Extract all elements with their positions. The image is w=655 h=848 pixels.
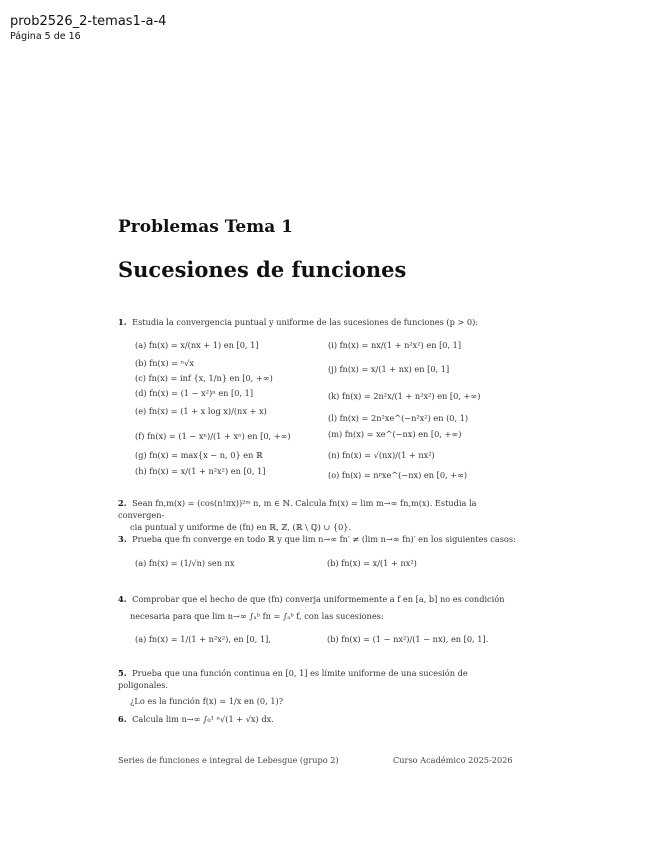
- footer-right: Curso Académico 2025-2026: [393, 755, 513, 765]
- list-item: (e) fn(x) = (1 + x log x)/(nx + x): [135, 406, 267, 416]
- problem-number: 1.: [118, 317, 127, 327]
- problem-text: Calcula lim n→∞ ∫₀¹ ⁿ√(1 + √x) dx.: [132, 714, 274, 724]
- list-item: (a) fn(x) = x/(nx + 1) en [0, 1]: [135, 340, 259, 350]
- problem-text: Estudia la convergencia puntual y uniforme de las sucesiones de funciones (p > 0):: [132, 317, 479, 327]
- problem-3-items: [135, 558, 515, 578]
- list-item: (m) fn(x) = xe^(−nx) en [0, +∞): [328, 429, 462, 439]
- list-item: (o) fn(x) = nᵖxe^(−nx) en [0, +∞): [328, 470, 468, 480]
- list-item: (b) fn(x) = x/(1 + nx²): [327, 558, 417, 568]
- problem-text: Prueba que fn converge en todo ℝ y que lim n→∞ fn′ ≠ (lim n→∞ fn)′ en los siguientes casos:: [132, 534, 516, 544]
- file-title: prob2526_2-temas1-a-4: [10, 14, 167, 29]
- page-indicator: Página 5 de 16: [10, 31, 81, 42]
- problem-4-items: [135, 634, 515, 654]
- list-item: (c) fn(x) = inf {x, 1/n} en [0, +∞): [135, 373, 273, 383]
- problem-5: [118, 667, 518, 707]
- document-title: Sucesiones de funciones: [118, 257, 407, 282]
- problem-2: [118, 497, 518, 533]
- problem-text-line-1: Prueba que una función continua en [0, 1] es límite uniforme de una sucesión de poligonales.: [118, 668, 468, 690]
- problem-text-line-1: Comprobar que el hecho de que (fn) converja uniformemente a f en [a, b] no es condición: [132, 594, 505, 604]
- list-item: (n) fn(x) = √(nx)/(1 + nx²): [328, 450, 435, 460]
- list-item: (a) fn(x) = 1/(1 + n²x²), en [0, 1],: [135, 634, 271, 644]
- list-item: (g) fn(x) = max{x − n, 0} en ℝ: [135, 450, 263, 460]
- problem-number: 3.: [118, 534, 127, 544]
- list-item: (j) fn(x) = x/(1 + nx) en [0, 1]: [328, 364, 450, 374]
- problem-6: [118, 713, 518, 725]
- problem-number: 2.: [118, 498, 127, 508]
- list-item: (k) fn(x) = 2n²x/(1 + n²x²) en [0, +∞): [328, 391, 481, 401]
- footer-left: Series de funciones e integral de Lebesgue (grupo 2): [118, 755, 339, 765]
- list-item: (b) fn(x) = (1 − nx²)/(1 − nx), en [0, 1].: [327, 634, 489, 644]
- problem-1-items-right: [328, 340, 518, 480]
- list-item: (i) fn(x) = nx/(1 + n²x²) en [0, 1]: [328, 340, 462, 350]
- list-item: (d) fn(x) = (1 − x²)ⁿ en [0, 1]: [135, 388, 254, 398]
- problem-3: [118, 533, 518, 545]
- list-item: (b) fn(x) = ⁿ√x: [135, 358, 194, 368]
- list-item: (f) fn(x) = (1 − xⁿ)/(1 + xⁿ) en [0, +∞): [135, 431, 291, 441]
- list-item: (a) fn(x) = (1/√n) sen nx: [135, 558, 235, 568]
- list-item: (h) fn(x) = x/(1 + n²x²) en [0, 1]: [135, 466, 266, 476]
- problem-text-line-2: cia puntual y uniforme de (fn) en ℝ, ℤ, (ℝ \ ℚ) ∪ {0}.: [130, 522, 352, 532]
- problem-1-items-left: [135, 340, 325, 476]
- problem-number: 6.: [118, 714, 127, 724]
- problem-number: 4.: [118, 594, 127, 604]
- document-subtitle: Problemas Tema 1: [118, 217, 293, 237]
- problem-4: [118, 593, 518, 622]
- problem-text-line-2: ¿Lo es la función f(x) = 1/x en (0, 1)?: [130, 696, 284, 706]
- problem-1: [118, 316, 518, 328]
- problem-text-line-2: necesaria para que lim n→∞ ∫ₐᵇ fn = ∫ₐᵇ f, con las sucesiones:: [130, 611, 384, 621]
- list-item: (l) fn(x) = 2n²xe^(−n²x²) en (0, 1): [328, 413, 469, 423]
- problem-text-line-1: Sean fn,m(x) = (cos(n!πx))²ᵐ n, m ∈ ℕ. Calcula fn(x) = lim m→∞ fn,m(x). Estudia la convergen-: [118, 498, 477, 520]
- problem-number: 5.: [118, 668, 127, 678]
